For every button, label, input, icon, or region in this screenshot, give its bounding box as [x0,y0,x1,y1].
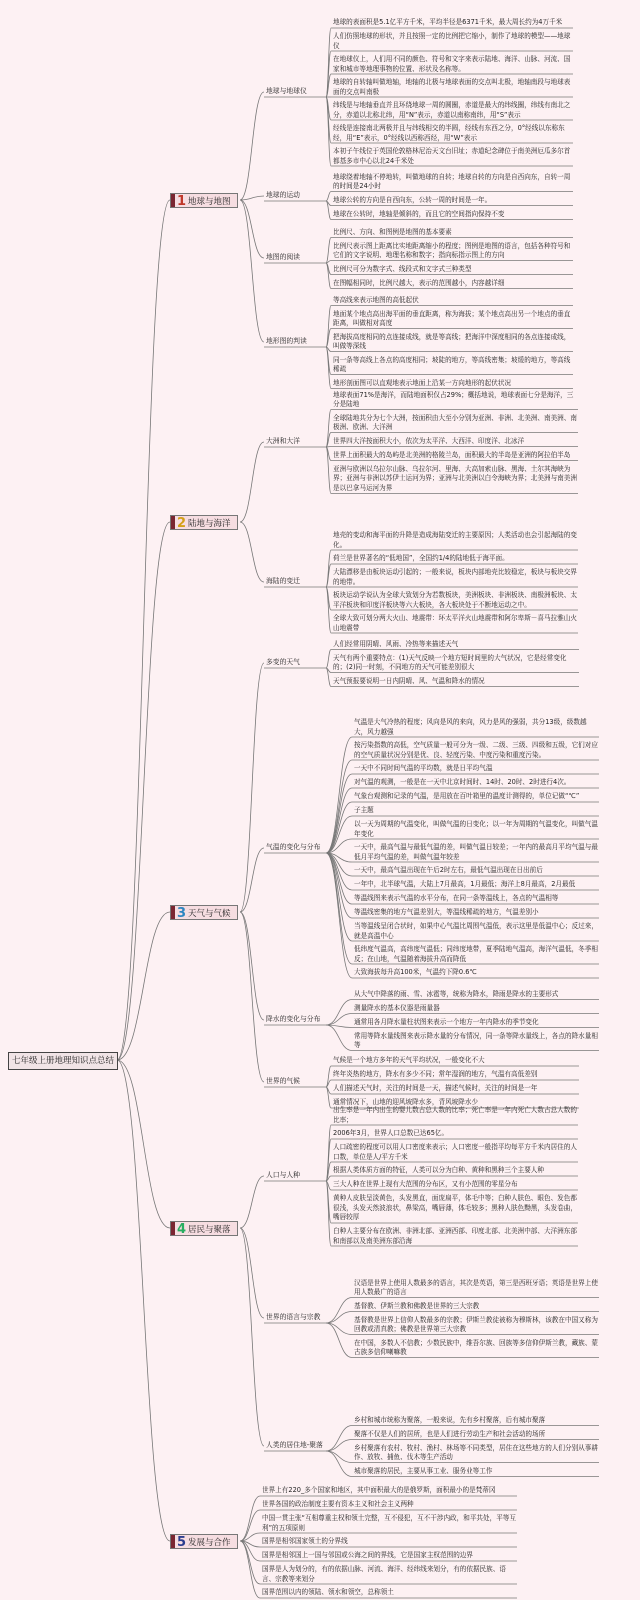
subtopic[interactable]: 地球与地球仪 [266,87,307,95]
section-label: 居民与聚落 [188,1225,231,1235]
leaf-item: 从大气中降落的雨、雪、冰雹等，统称为降水，降雨是降水的主要形式 [354,989,559,998]
leaf-connector [326,1298,352,1324]
leaf-connector [326,347,331,389]
leaf-item: 终年炎热的地方，降水有多少不同；常年湿润的地方，气温有高低差别 [333,1070,538,1078]
leaf-connector [326,28,331,97]
section-number: 2 [177,516,187,531]
leaf-item: 按污染指数的高低，空气质量一般可分为一级、二级、三级、四级和五级，它们对应的空气质量状况分别是优、良、轻度污染、中度污染和重度污染。 [354,741,598,759]
leaf-connector [326,587,331,610]
section-to-subtopic-connector [240,912,264,1082]
section-to-subtopic-connector [240,442,264,522]
leaf-connector [326,433,331,448]
leaf-item: 世界各国的政治制度主要有资本主义和社会主义两种 [262,1500,414,1508]
leaf-connector [326,853,352,862]
leaf-connector [326,410,331,448]
leaf-item: 气候是一个地方多年的天气平均状况，一般变化不大 [333,1056,485,1064]
leaf-connector [240,1496,260,1541]
leaf-item: 天气预报要说明一日内阴晴、风、气温和降水的情况 [333,676,485,685]
leaf-connector [326,306,331,348]
leaf-connector [326,201,331,206]
leaf-item: 国界范围以内的领陆、领水和领空，总称领土 [262,1588,394,1596]
root-title: 七年级上册地理知识点总结 [8,1052,118,1070]
leaf-connector [326,1451,352,1477]
leaf-item: 全球陆地共分为七个大洲，按面积由大至小分别为亚洲、非洲、北美洲、南美洲、南极洲、欧洲、大洋洲 [333,413,577,431]
leaf-connector [326,1025,352,1028]
leaf-item: 同一条等高线上各点的高度相同；坡陡的地方，等高线密集；坡缓的地方，等高线稀疏 [333,355,571,373]
leaf-item: 比例尺表示图上距离比实地距离缩小的程度；图例是地图的语言，包括各种符号和它们的文字说明、地理名称和数字；指向标指示图上的方向 [333,241,571,259]
leaf-item: 汉语是世界上使用人数最多的语言，其次是英语，第三是西班牙语；英语是世界上使用人数最广的语言 [354,1278,598,1296]
leaf-connector [326,263,331,275]
leaf-item: 在地球仪上，人们用不同的颜色、符号和文字来表示陆地、海洋、山脉、河流、国家和城市等地理事物的位置、形状及名称等。 [333,55,571,73]
leaf-connector [326,650,331,669]
section-to-subtopic-connector [240,522,264,582]
leaf-item: 常用等降水量线图来表示降水量的分布情况，同一条等降水量线上，各点的降水量相等 [354,1031,598,1049]
leaf-connector [326,447,331,448]
leaf-connector [326,1014,352,1026]
leaf-item: 比例尺、方向、和图例是地图的基本要素 [333,227,452,236]
leaf-connector [326,1025,352,1051]
section-label: 天气与气候 [188,909,231,919]
leaf-connector [326,839,352,853]
leaf-connector [326,1323,352,1358]
leaf-item: 在中国，多数人不信教；少数民族中，维吾尔族、回族等多信仰伊斯兰教，藏族、蒙古族多信仰喇嘛教 [354,1338,598,1356]
leaf-item: 当等温线呈闭合状时，如果中心气温比周围气温低，表示这里是低温中心；反过来，就是高温中心 [354,922,598,940]
leaf-item: 把海拔高度相同的点连接成线，就是等高线；把海洋中深度相同的各点连接成线，叫做等深线 [333,332,571,350]
subtopic[interactable]: 人口与人种 [266,1171,300,1179]
subtopic[interactable]: 人类的居住地-聚落 [266,1441,323,1449]
leaf-connector [326,853,352,890]
leaf-connector [240,1510,260,1541]
leaf-item: 出生率是一年内出生的婴儿数占总人数的比率；死亡率是一年内死亡人数占总人数的比率； [333,1106,577,1124]
leaf-item: 在图幅相同时，比例尺越大，表示的范围越小，内容越详细 [333,278,505,287]
leaf-connector [326,1000,352,1026]
root-to-section-connector [117,1060,170,1228]
leaf-item: 世界上有220_多个国家和地区，其中面积最大的是俄罗斯，面积最小的是梵蒂冈 [262,1486,496,1494]
leaf-item: 地形剖面图可以直观地表示地面上沿某一方向地形的起伏状况 [333,378,512,387]
leaf-connector [326,1426,352,1452]
leaf-connector [240,1541,260,1584]
leaf-item: 全球大致可划分两大火山、地震带：环太平洋火山地震带和阿尔卑斯－喜马拉雅山火山地震带 [333,614,577,632]
leaf-connector [326,1451,352,1463]
leaf-connector [326,51,331,97]
leaf-item: 国界是人为划分的，有的依据山脉、河流、海洋、经纬线来划分，有的依据民族、语言、宗教等来划分 [262,1565,506,1583]
leaf-connector [326,263,331,289]
section-number: 1 [177,194,187,209]
leaf-connector [326,447,331,461]
section-2[interactable] [170,515,238,530]
leaf-item: 经线是连接南北两极并且与纬线相交的半圆，经线有东西之分，0°经线以东称东经，用“E”表示，0°经线以西称西经，用“W”表示 [333,124,565,142]
leaf-item: 地壳的变动和海平面的升降是造成海陆变迁的主要原因；人类活动也会引起海陆的变化。 [333,531,577,549]
subtopic[interactable]: 多变的天气 [266,658,300,666]
leaf-connector [326,1181,331,1223]
leaf-connector [326,1162,331,1181]
leaf-item: 亚洲与欧洲以乌拉尔山脉、乌拉尔河、里海、大高加索山脉、黑海、土尔其海峡为界；亚洲与非洲以苏伊士运河为界；亚洲与北美洲以白令海峡为界；北美洲与南美洲是以巴拿马运河为界 [333,464,577,492]
leaf-item: 纬线是与地轴垂直并且环绕地球一周的圆圈，赤道是最大的纬线圈，纬线有南北之分，赤道以北称北纬，用“N”表示，赤道以南称南纬，用“S”表示 [333,101,571,119]
leaf-item: 板块运动学说认为全球大致划分为若数板块，美洲板块、非洲板块、南极洲板块、太平洋板块和印度洋板块等六大板块，各大板块处于不断地运动之中。 [333,591,577,609]
subtopic[interactable]: 海陆的变迁 [266,577,300,585]
leaf-connector [326,853,352,876]
leaf-connector [326,97,331,166]
subtopic[interactable]: 地形图的判读 [266,337,307,345]
leaf-connector [326,1139,331,1181]
leaf-item: 等温线图来表示气温的水平分布，在同一条等温线上，各点的气温相等 [354,894,559,902]
leaf-item: 以一天为周期的气温变化，叫做气温的日变化；以一年为周期的气温变化，叫做气温年变化 [354,820,598,838]
subtopic[interactable]: 世界的气候 [266,1077,300,1085]
leaf-item: 对气温的观测，一般是在一天中北京时间时、14时、20时、2时进行4次。 [354,778,571,786]
section-4[interactable] [170,1221,238,1236]
leaf-connector [326,668,331,687]
root-to-section-connector [117,200,170,1060]
leaf-item: 一天中不同时间气温的平均数，就是日平均气温 [354,764,493,772]
leaf-item: 基督教、伊斯兰教和佛教是世界的三大宗教 [354,1301,480,1310]
leaf-item: 一天中，最高气温出现在午后2时左右，最低气温出现在日出前后 [354,866,543,874]
section-label: 地球与地图 [188,197,231,207]
section-label: 陆地与海洋 [188,519,231,529]
section-to-subtopic-connector [240,912,264,1020]
leaf-item: 地球公转的方向是自西向东，公转一周的时间是一年。 [333,195,492,204]
leaf-item: 通常用各月降水量柱状图来表示一个地方一年内降水的季节变化 [354,1017,539,1026]
leaf-connector [326,329,331,348]
leaf-item: 地球的自转轴叫做地轴，地轴的北极与地球表面的交点叫北极，地轴南段与地球表面的交点叫南极 [333,78,571,96]
leaf-item: 城市聚落的居民，主要从事工业、服务业等工作 [354,1466,493,1475]
section-to-subtopic-connector [240,663,264,912]
leaf-connector [326,1066,331,1087]
leaf-item: 等高线来表示地图的高低起伏 [333,295,419,304]
leaf-connector [326,802,352,853]
leaf-item: 一天中，最高气温与最低气温的差，叫做气温日较差；一年内的最高月平均气温与最低月平均气温的差，叫做气温年较差 [354,843,598,861]
section-number: 4 [177,1222,187,1237]
leaf-item: 黄种人皮肤呈淡黄色，头发黑直，面庞扁平，体毛中等；白种人肤色、眼色、发色都很浅，头发天然波浪状，鼻梁高，嘴唇薄，体毛较多；黑种人肤色黝黑，头发卷曲，嘴唇较厚 [333,1194,577,1221]
root-to-section-connector [117,1060,170,1541]
section-number: 5 [177,1535,187,1550]
leaf-item: 白种人主要分布在欧洲、非洲北部、亚洲西部、印度北部、北美洲中部、大洋洲东部和南部以及南美洲东部沿海 [333,1227,577,1245]
leaf-item: 地面某个地点高出海平面的垂直距离，称为海拔；某个地点高出另一个地点的垂直距离，叫做相对高度 [333,309,571,327]
leaf-item: 地球绕着地轴不停地转，叫做地球的自转；地球自转的方向是自西向东，自转一周的时间是24小时 [333,172,571,190]
leaf-item: 大致海拔每升高100米，气温约下降0.6℃ [354,968,477,976]
leaf-connector [326,238,331,264]
subtopic[interactable]: 降水的变化与分布 [266,1015,321,1023]
leaf-connector [326,816,352,853]
leaf-item: 荷兰是世界著名的“低地国”，全国约1/4的陆地低于海平面。 [333,554,509,562]
leaf-connector [326,347,331,352]
section-3[interactable] [170,905,238,920]
section-to-subtopic-connector [240,92,264,200]
root-to-section-connector [117,522,170,1060]
leaf-item: 通常情况下，山地的迎风坡降水多，背风坡降水少 [333,1098,479,1106]
leaf-connector [326,853,352,964]
leaf-connector [326,1176,331,1181]
leaf-item: 比例尺可分为数字式、线段式和文字式三种类型 [333,264,472,273]
subtopic[interactable]: 世界的语言与宗教 [266,1313,321,1321]
leaf-connector [240,1541,260,1561]
leaf-connector [326,1181,331,1190]
subtopic[interactable]: 气温的变化与分布 [266,843,321,851]
section-to-subtopic-connector [240,848,264,912]
leaf-connector [326,853,352,918]
leaf-item: 测量降水的基本仪器是雨量器 [354,1003,440,1012]
leaf-item: 基督教是世界上信仰人数最多的宗教；伊斯兰教徒被称为穆斯林，该教在中国又称为回教或清真教；佛教是世界第三大宗教 [354,1315,598,1333]
leaf-item: 国界是相邻国上一国与邻国或公海之间的界线，它是国家主权范围的边界 [262,1551,473,1559]
leaf-item: 中国一贯主张“互相尊重主权和领土完整，互不侵犯，互不干涉内政，和平共处，平等互利”的五项原则 [262,1514,516,1532]
section-to-subtopic-connector [240,1176,264,1228]
leaf-connector [326,550,331,587]
leaf-connector [240,1541,260,1598]
leaf-connector [326,1080,331,1087]
leaf-item: 等温线密集的地方气温差别大，等温线稀疏的地方，气温差别小 [354,908,539,916]
leaf-item: 人们经常用阴晴、风雨、冷热等来描述天气 [333,639,459,648]
leaf-item: 世界上面积最大的岛屿是北美洲的格陵兰岛，面积最大的半岛是亚洲的阿拉伯半岛 [333,450,571,459]
leaf-connector [240,1541,260,1547]
leaf-connector [326,1440,352,1452]
leaf-connector [326,853,352,978]
leaf-item: 一年中，北半球气温，大陆上7月最高，1月最低；海洋上8月最高，2月最低 [354,880,576,888]
leaf-item: 人们描述天气时，关注的时间是一天，描述气候时，关注的时间是一年 [333,1084,538,1092]
section-to-subtopic-connector [240,200,264,342]
leaf-item: 2006年3月，世界人口总数已达65亿。 [333,1129,449,1137]
section-label: 发展与合作 [188,1538,231,1548]
leaf-item: 地球表面71%是海洋，而陆地面积仅占29%；概括地说，地球表面七分是海洋，三分是陆地 [333,390,574,408]
leaf-item: 乡村聚落有农村、牧村、渔村、林场等不同类型，居住在这些地方的人们分别从事耕作、放牧、捕鱼、伐木等生产活动 [354,1443,598,1461]
leaf-item: 低纬度气温高，高纬度气温低；同纬度地带，夏季陆地气温高，海洋气温低，冬季相反；在山地，气温随着海拔升高而降低 [354,945,598,963]
section-5[interactable] [170,1534,238,1549]
leaf-item: 天气有两个重要特点：(1)天气反映一个地方短时间里的大气状况，它是经常变化的；(2)同一时刻，不同地方的天气可能差别很大 [333,653,567,671]
leaf-connector [326,1323,352,1335]
leaf-connector [326,668,331,673]
section-to-subtopic-connector [240,1228,264,1446]
leaf-connector [326,97,331,143]
section-to-subtopic-connector [240,196,264,200]
leaf-item: 地球在公转时，地轴是倾斜的，而且它的空间指向保持不变 [333,209,505,218]
leaf-connector [326,760,352,853]
leaf-connector [240,1533,260,1541]
leaf-item: 地球的表面积是5.1亿平方千米，平均半径是6371千米，最大周长约为4万千米 [333,18,563,26]
leaf-connector [326,853,352,941]
leaf-connector [326,447,331,494]
subtopic[interactable]: 大洲和大洋 [266,437,300,445]
leaf-item: 气温是大气冷热的程度；风向是风的来向，风力是风的强弱，共分13级，级数越大，风力越强 [354,718,587,736]
leaf-connector [326,74,331,97]
leaf-item: 大陆漂移是由板块运动引起的；一般来说，板块内部地壳比较稳定，板块与板块交界的地带。 [333,568,577,586]
leaf-item: 人们仿照地球的形状，并且按照一定的比例把它缩小，制作了地球的模型——地球仪 [333,32,571,50]
section-to-subtopic-connector [240,1228,264,1318]
leaf-connector [326,1181,331,1246]
leaf-item: 乡村和城市统称为聚落，一般来说，先有乡村聚落，后有城市聚落 [354,1415,546,1424]
subtopic[interactable]: 地图的阅读 [266,253,300,261]
root-to-section-connector [117,912,170,1060]
leaf-connector [326,1312,352,1324]
leaf-item: 人口疏密的程度可以用人口密度来表示；人口密度一般指平均每平方千米内居住的人口数，单位是人/平方千米 [333,1143,577,1161]
leaf-connector [326,201,331,220]
leaf-connector [326,587,331,633]
subtopic[interactable]: 地球的运动 [266,191,300,199]
leaf-item: 本初子午线位于英国伦敦格林尼治天文台旧址；赤道纪念碑位于南美洲厄瓜多尔首都基多市中心以北24千米处 [333,147,571,165]
leaf-item: 世界四大洋按面积大小，依次为太平洋、大西洋、印度洋、北冰洋 [333,436,525,445]
leaf-item: 聚落不仅是人们的居所，也是人们进行劳动生产和社会活动的场所 [354,1429,546,1438]
section-1[interactable] [170,193,238,208]
leaf-connector [326,564,331,587]
leaf-connector [326,1087,331,1108]
leaf-connector [326,347,331,375]
leaf-connector [326,1125,331,1181]
leaf-connector [326,97,331,120]
leaf-connector [326,1087,331,1094]
leaf-item: 气象台观测和记录的气温，是用放在百叶箱里的温度计测得的，单位记做“℃” [354,792,580,800]
leaf-item: 子主题 [354,806,374,814]
leaf-connector [326,788,352,853]
leaf-item: 三大人种在世界上现有大范围的分布区，又有小范围的零星分布 [333,1180,518,1188]
section-to-subtopic-connector [240,200,264,258]
section-number: 3 [177,906,187,921]
leaf-connector [326,261,331,264]
leaf-connector [326,774,352,853]
leaf-connector [326,853,352,904]
leaf-connector [326,737,352,853]
leaf-item: 国界是相邻国家领土的分界线 [262,1537,348,1545]
leaf-item: 根据人类体质方面的特征，人类可以分为白种、黄种和黑种三个主要人种 [333,1166,544,1174]
leaf-connector [326,192,331,202]
